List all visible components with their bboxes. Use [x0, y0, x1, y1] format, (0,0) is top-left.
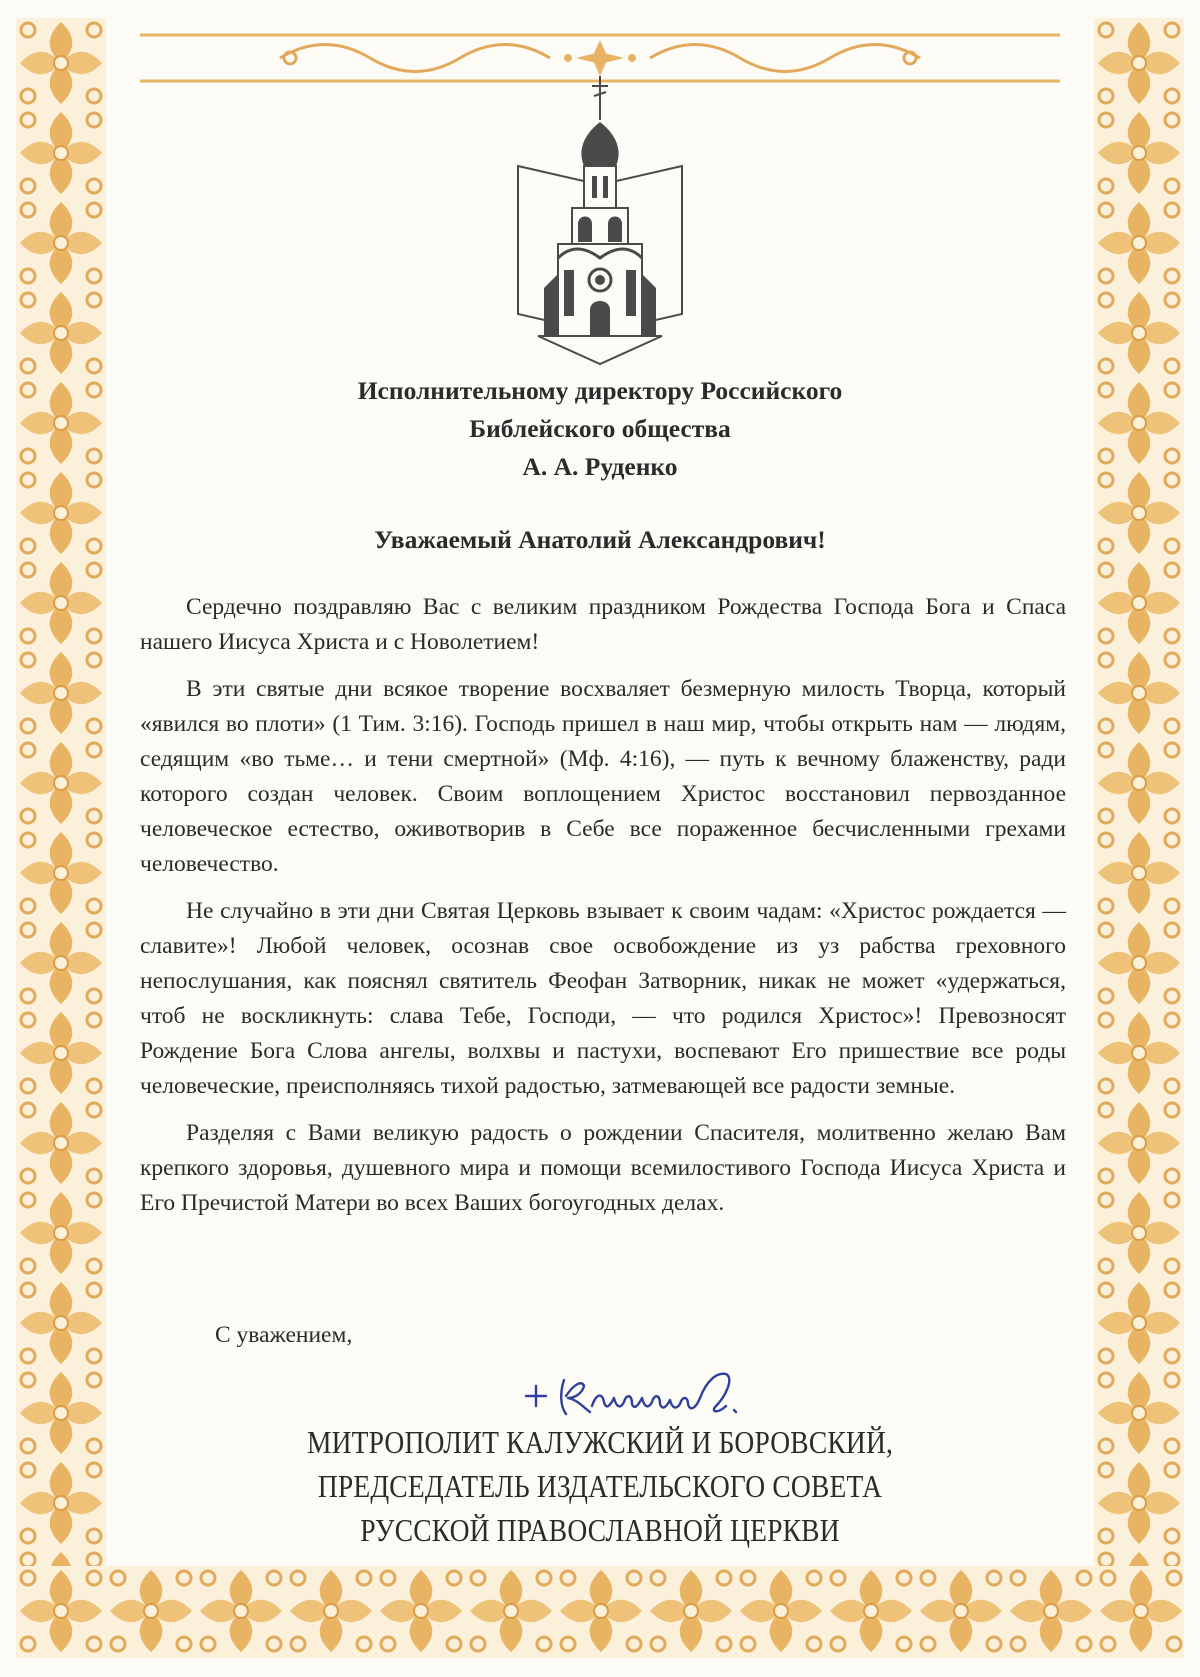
- letter-body: [140, 590, 1066, 1233]
- signatory-line-3: РУССКОЙ ПРАВОСЛАВНОЙ ЦЕРКВИ: [360, 1512, 840, 1548]
- addressee-block: [140, 372, 1060, 486]
- paragraph-3: Не случайно в эти дни Святая Церковь взывает к своим чадам: «Христос рождается — славите»! Любой человек, осознав свое освобождение из уз рабства греховного непослушания, как пояснял святитель Феофан Затворник, никак не может «удержаться, чтоб не воскликнуть: слава Тебе, Господи, — что родился Христос»! Превозносят Рождение Бога Слова ангелы, волхвы и пастухи, воспевают Его пришествие все роды человеческие, преисполняясь тихой радостью, затмевающей все радости земные.: [140, 898, 1066, 1099]
- church-logo: [514, 74, 686, 366]
- ornamental-border-left: [16, 18, 106, 1658]
- addressee-line-2: Библейского общества: [469, 414, 731, 443]
- paragraph-4: Разделяя с Вами великую радость о рождении Спасителя, молитвенно желаю Вам крепкого здоровья, душевного мира и помощи всемилостивого Господа Иисуса Христа и Его Пречистой Матери во всех Ваших богоугодных делах.: [140, 1120, 1066, 1216]
- ornamental-border-bottom: [16, 1566, 1184, 1658]
- paragraph-1: Сердечно поздравляю Вас с великим праздником Рождества Господа Бога и Спаса нашего Иисуса Христа и с Новолетием!: [140, 594, 1066, 655]
- handwritten-signature: [520, 1362, 770, 1426]
- signatory-line-1: МИТРОПОЛИТ КАЛУЖСКИЙ И БОРОВСКИЙ,: [306, 1424, 894, 1460]
- signatory-line-2: ПРЕДСЕДАТЕЛЬ ИЗДАТЕЛЬСКОГО СОВЕТА: [317, 1468, 883, 1504]
- closing: С уважением,: [215, 1322, 353, 1348]
- ornamental-border-right: [1094, 18, 1184, 1658]
- greeting: Уважаемый Анатолий Александрович!: [374, 525, 826, 554]
- addressee-line-1: Исполнительному директору Российского: [357, 376, 843, 405]
- addressee-line-3: А. А. Руденко: [522, 452, 678, 481]
- signatory-block: [204, 1420, 995, 1552]
- paragraph-2: В эти святые дни всякое творение восхваляет безмерную милость Творца, который «явился во плоти» (1 Тим. 3:16). Господь пришел в наш мир, чтобы открыть нам — людям, седящим «во тьме… и тени смертной» (Мф. 4:16), — путь к вечному блаженству, ради которого создан человек. Своим воплощением Христос восстановил первозданное человеческое естество, оживотворив в Себе все пораженное бесчисленными грехами человечество.: [140, 676, 1066, 877]
